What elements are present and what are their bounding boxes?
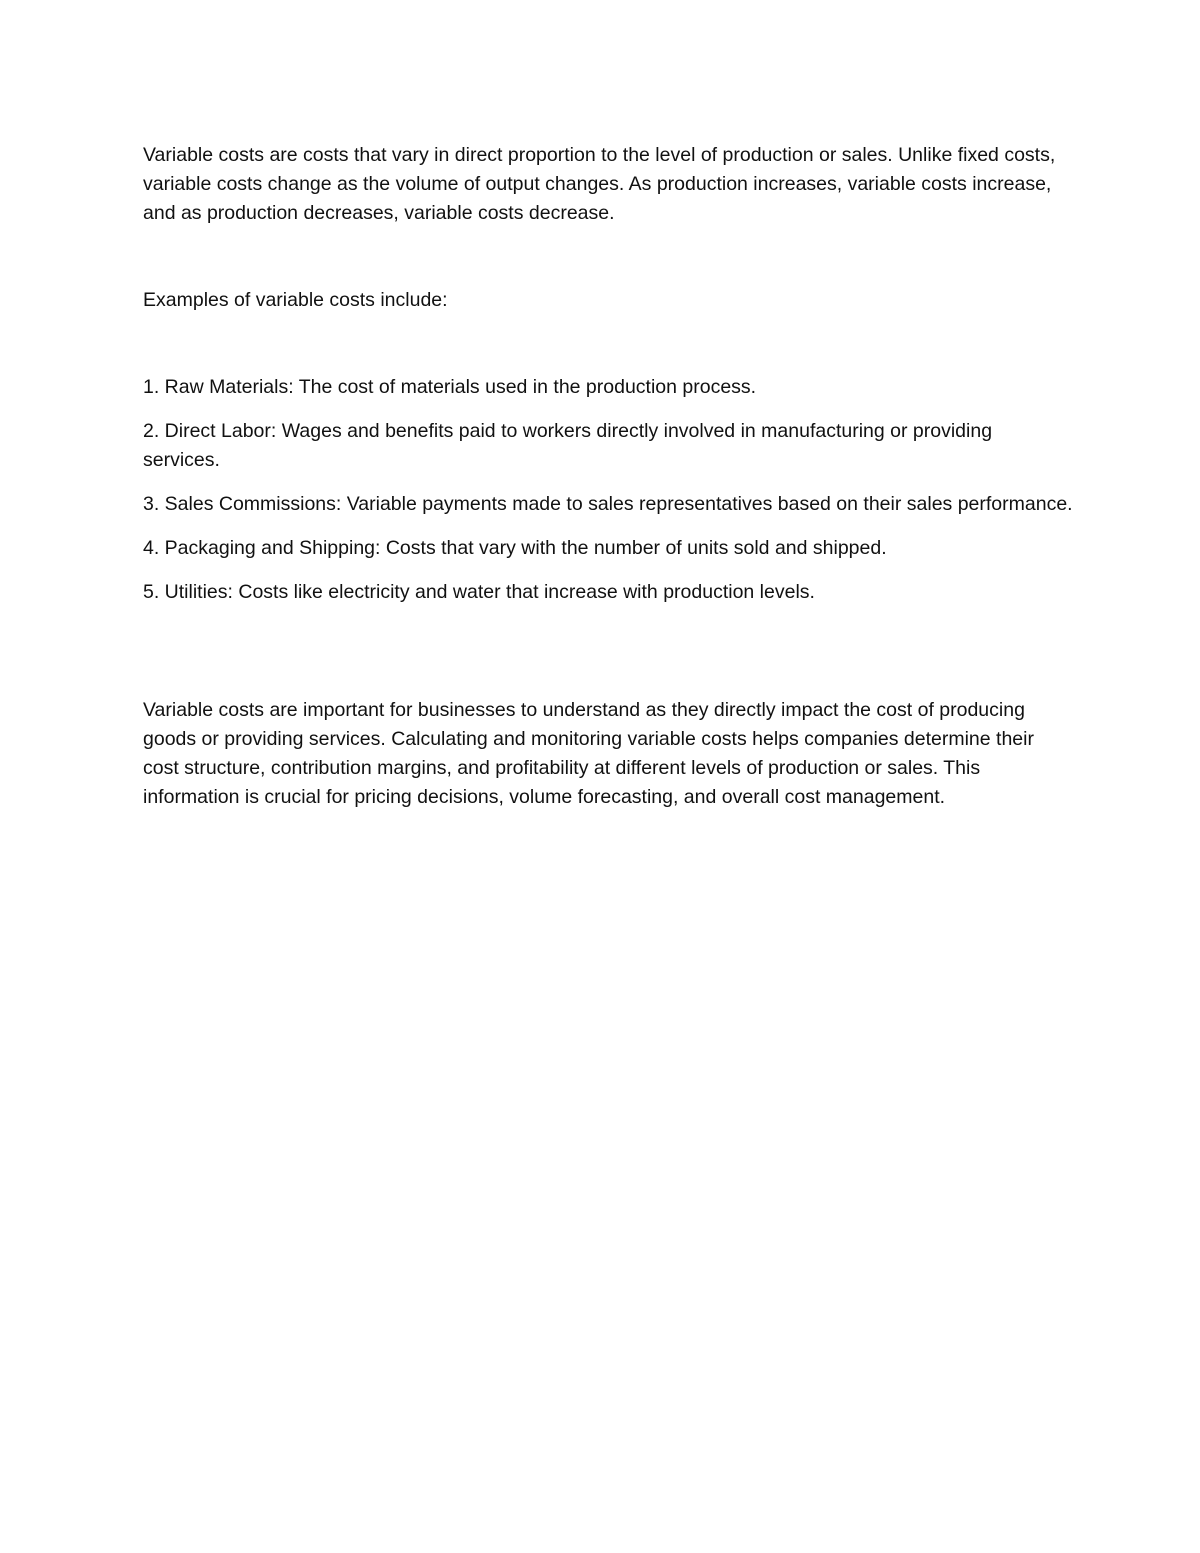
list-item: 3. Sales Commissions: Variable payments made to sales representatives based on their sales performance. [143,493,1073,515]
list-item: 5. Utilities: Costs like electricity and water that increase with production levels. [143,581,815,603]
examples-heading: Examples of variable costs include: [143,289,448,311]
intro-paragraph: Variable costs are costs that vary in direct proportion to the level of production or sales. Unlike fixed costs, variable costs change as the volume of output changes. As production increases, variable costs increase, and as production decreases, variable costs decrease. [143,144,1056,224]
variable-costs-list [143,373,1073,622]
list-item: 4. Packaging and Shipping: Costs that vary with the number of units sold and shipped. [143,537,887,559]
list-item: 2. Direct Labor: Wages and benefits paid to workers directly involved in manufacturing or providing services. [143,420,993,471]
list-item: 1. Raw Materials: The cost of materials used in the production process. [143,376,757,398]
conclusion-paragraph: Variable costs are important for businesses to understand as they directly impact the cost of producing goods or providing services. Calculating and monitoring variable costs helps companies determine their cost structure, contribution margins, and profitability at different levels of production or sales. This information is crucial for pricing decisions, volume forecasting, and overall cost management. [143,699,1034,808]
